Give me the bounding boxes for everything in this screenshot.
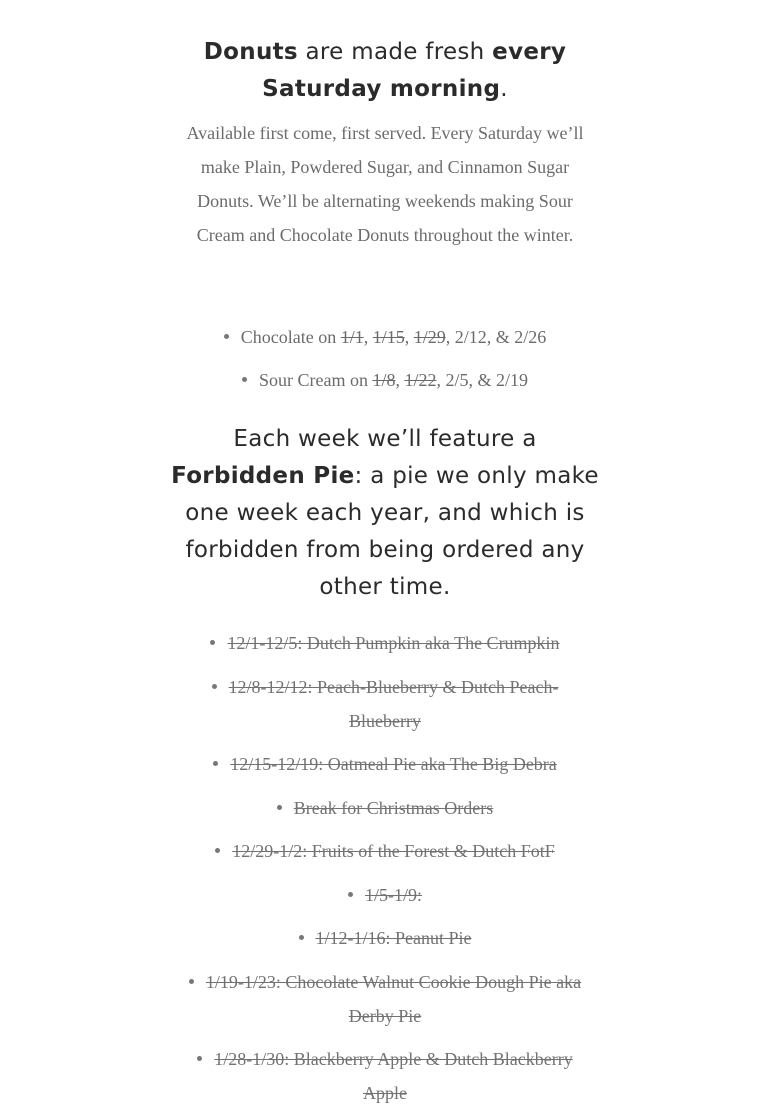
pie-item-text: 12/8-12/12: Peach-Blueberry & Dutch Peach-Blueberry bbox=[228, 676, 559, 731]
donuts-intro-paragraph: Available first come, first served. Every Saturday we’ll make Plain, Powdered Sugar, and Cinnamon Sugar Donuts. We’ll be alternating weekends making Sour Cream and Chocolate Donuts throughout the winter. bbox=[186, 123, 584, 245]
bullet-icon bbox=[277, 805, 282, 810]
pie-item bbox=[183, 878, 587, 912]
upcoming-dates: , 2/12, & 2/26 bbox=[445, 327, 547, 347]
pie-item bbox=[183, 791, 587, 825]
pie-item-text: 1/28-1/30: Blackberry Apple & Dutch Blackberry Apple bbox=[214, 1049, 573, 1103]
pie-item bbox=[183, 670, 587, 738]
donuts-heading-text: are made fresh bbox=[297, 39, 493, 65]
pie-item bbox=[183, 747, 587, 781]
forbidden-pie-schedule bbox=[183, 626, 587, 1120]
past-date: 1/1 bbox=[340, 327, 364, 347]
pie-item bbox=[183, 921, 587, 955]
flavor-label: Chocolate on bbox=[240, 327, 341, 347]
pie-item-text: Break for Christmas Orders bbox=[293, 797, 494, 818]
pie-item bbox=[183, 1042, 587, 1110]
bullet-icon bbox=[189, 979, 194, 984]
bullet-icon bbox=[197, 1056, 202, 1061]
bullet-icon bbox=[215, 848, 220, 853]
pie-item-text: 12/15-12/19: Oatmeal Pie aka The Big Debra bbox=[230, 754, 557, 774]
donuts-word: Donuts bbox=[203, 39, 298, 65]
pie-item bbox=[183, 965, 587, 1033]
pie-item bbox=[183, 834, 587, 868]
donut-flavor-schedule bbox=[183, 320, 587, 406]
donuts-heading bbox=[170, 34, 600, 108]
past-date: 1/29 bbox=[413, 327, 446, 347]
bullet-icon bbox=[348, 892, 353, 897]
pie-item-text: 12/1-12/5: Dutch Pumpkin aka The Crumpkin bbox=[227, 633, 560, 653]
bullet-icon bbox=[212, 684, 217, 689]
forbidden-pie-term: Forbidden Pie bbox=[171, 463, 355, 489]
flavor-item-chocolate: Chocolate on 1/1, 1/15, 1/29, 2/12, & 2/26 bbox=[183, 320, 587, 354]
flavor-item-sour-cream: Sour Cream on 1/8, 1/22, 2/5, & 2/19 bbox=[183, 363, 587, 397]
bullet-icon bbox=[242, 377, 247, 382]
saturday-phrase: every Saturday morning bbox=[262, 39, 567, 102]
pie-item-text: 1/19-1/23: Chocolate Walnut Cookie Dough Pie aka Derby Pie bbox=[205, 971, 582, 1026]
pie-item-text: 12/29-1/2: Fruits of the Forest & Dutch FotF bbox=[232, 841, 555, 861]
pie-heading-text: Each week we’ll feature a bbox=[233, 426, 537, 452]
forbidden-pie-heading bbox=[170, 421, 600, 606]
pie-heading-description: : a pie we only make one week each year, and which is forbidden from being ordered any other time. bbox=[185, 463, 599, 600]
bullet-icon bbox=[210, 640, 215, 645]
bullet-icon bbox=[224, 334, 229, 339]
flavor-label: Sour Cream on bbox=[258, 370, 373, 390]
bullet-icon bbox=[299, 935, 304, 940]
upcoming-dates: , 2/5, & 2/19 bbox=[436, 370, 529, 390]
past-date: 1/22 bbox=[404, 370, 437, 390]
pie-item-text: 1/12-1/16: Peanut Pie bbox=[315, 928, 472, 948]
past-date: 1/15 bbox=[372, 327, 405, 347]
donuts-heading-period: . bbox=[500, 76, 508, 102]
pie-item-text: 1/5-1/9: bbox=[365, 884, 422, 905]
past-date: 1/8 bbox=[372, 370, 396, 390]
pie-item bbox=[183, 626, 587, 660]
bullet-icon bbox=[213, 761, 218, 766]
